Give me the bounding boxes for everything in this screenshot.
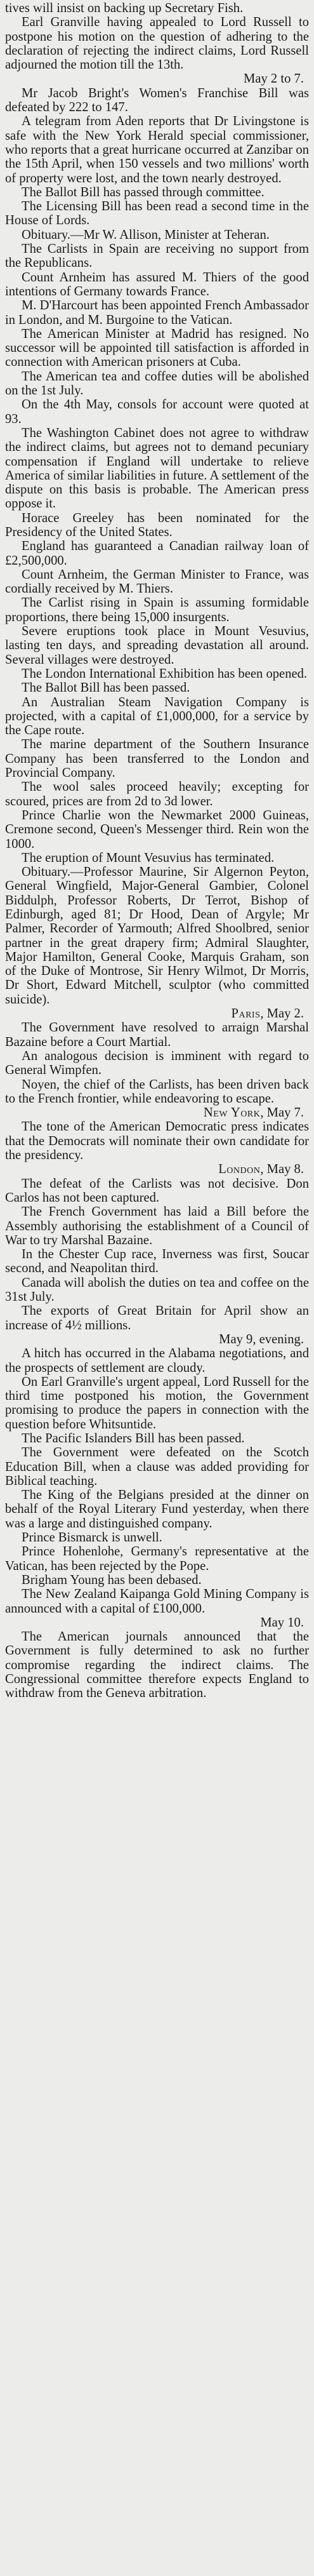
dateline-may-9-evening	[5, 1332, 309, 1346]
paragraph-45: The King of the Belgians presided at the dinner on behalf of the Royal Literary Fund yesterday, when there was a large and distinguished company.	[5, 1488, 309, 1531]
paragraph-44: The Government were defeated on the Scotch Education Bill, when a clause was added providing for Biblical teaching.	[5, 1446, 309, 1488]
dateline-date: May 7.	[266, 1106, 304, 1120]
paragraph-16: England has guaranteed a Canadian railway loan of £2,500,000.	[5, 539, 309, 568]
paragraph-39: The exports of Great Britain for April show an increase of 4½ millions.	[5, 1304, 309, 1332]
paragraph-3: Mr Jacob Bright's Women's Franchise Bill was defeated by 222 to 147.	[5, 86, 309, 115]
paragraph-46: Prince Bismarck is unwell.	[22, 1531, 162, 1545]
paragraph-30: An analogous decision is imminent with regard to General Wimpfen.	[5, 1049, 309, 1078]
paragraph-36: The French Government has laid a Bill before the Assembly authorising the establishment of a Council of War to try Marshal Bazaine.	[5, 1205, 309, 1247]
dateline-date: May 9, evening.	[219, 1332, 304, 1346]
paragraph-51: The American journals announced that the Government is fully determined to ask no further compromise regarding the indirect claims. The Congressional committee therefore expects England to withdraw from the Geneva arbitration.	[5, 1630, 309, 1701]
paragraph-10: M. D'Harcourt has been appointed French Ambassador in London, and M. Burgoine to the Vatican.	[5, 299, 309, 327]
dateline-place: Paris	[231, 1007, 261, 1021]
paragraph-31: Noyen, the chief of the Carlists, has been driven back to the French frontier, while endeavoring to escape.	[5, 1077, 309, 1106]
paragraph-35: The defeat of the Carlists was not decisive. Don Carlos has not been captured.	[5, 1176, 309, 1205]
paragraph-21: The Ballot Bill has been passed.	[22, 681, 190, 695]
paragraph-12: The American tea and coffee duties will be abolished on the 1st July.	[5, 369, 309, 398]
paragraph-24: The wool sales proceed heavily; excepting for scoured, prices are from 2d to 3d lower.	[5, 780, 309, 808]
paragraph-43: The Pacific Islanders Bill has been passed.	[22, 1431, 245, 1446]
paragraph-37: In the Chester Cup race, Inverness was first, Soucar second, and Neapolitan third.	[5, 1247, 309, 1276]
paragraph-27: Obituary.—Professor Maurine, Sir Algernon Peyton, General Wingfield, Major-General Gambier, Colonel Biddulph, Professor Roberts, Dr Terrot, Bishop of Edinburgh, aged 81; Dr Hood, Dean of Argyle; Mr Palmer, Recorder of Yarmouth; Alfred Shoolbred, senior partner in the great drapery firm; Admiral Slaughter, Major Hamilton, General Cooke, Marquis Graham, son of the Duke of Montrose, Sir Henry Wilmot, Dr Morris, Dr Short, Edward Mitchell, sculptor (who committed suicide).	[5, 865, 309, 1007]
paragraph-8: The Carlists in Spain are receiving no support from the Republicans.	[5, 242, 309, 271]
paragraph-47: Prince Hohenlohe, Germany's representative at the Vatican, has been rejected by the Pope.	[5, 1545, 309, 1573]
paragraph-26: The eruption of Mount Vesuvius has terminated.	[22, 850, 275, 865]
paragraph-22: An Australian Steam Navigation Company is projected, with a capital of £1,000,000, for a service by the Cape route.	[5, 695, 309, 738]
paragraph-25: Prince Charlie won the Newmarket 2000 Guineas, Cremone second, Queen's Messenger third. Rein won the 1000.	[5, 808, 309, 851]
dateline-date: May 10.	[260, 1615, 304, 1630]
paragraph-42: On Earl Granville's urgent appeal, Lord Russell for the third time postponed his motion, the Government promising to produce the papers in connection with the question before Whitsuntide.	[5, 1374, 309, 1432]
dateline-london: London, May 8.	[218, 1162, 304, 1177]
dateline-paris: Paris, May 2.	[231, 1007, 304, 1021]
paragraph-17: Count Arnheim, the German Minister to France, was cordially received by M. Thiers.	[5, 567, 309, 596]
paragraph-20: The London International Exhibition has been opened.	[22, 666, 308, 681]
paragraph-13: On the 4th May, consols for account were quoted at 93.	[5, 398, 309, 426]
paragraph-1: Earl Granville having appealed to Lord Russell to postpone his motion on the question of adhering to the declaration of rejecting the indirect claims, Lord Russell adjourned the motion till the 13th.	[5, 15, 309, 72]
paragraph-5: The Ballot Bill has passed through committee.	[22, 185, 265, 199]
paragraph-18: The Carlist rising in Spain is assuming formidable proportions, there being 15,000 insurgents.	[5, 596, 309, 624]
paragraph-33: The tone of the American Democratic press indicates that the Democrats will nominate their own candidate for the presidency.	[5, 1120, 309, 1163]
paragraph-4: A telegram from Aden reports that Dr Livingstone is safe with the New York Herald special commissioner, who reports that a great hurricane occurred at Zanzibar on the 15th April, when 150 vessels and two millions' worth of property were lost, and the town nearly destroyed.	[5, 114, 309, 185]
paragraph-6: The Licensing Bill has been read a second time in the House of Lords.	[5, 199, 309, 228]
paragraph-14: The Washington Cabinet does not agree to withdraw the indirect claims, but agrees not to demand pecuniary compensation if England will undertake to relieve America of similar liabilities in future. A settlement of the dispute on this basis is probable. The American press oppose it.	[5, 426, 309, 511]
paragraph-48: Brigham Young has been debased.	[22, 1573, 202, 1587]
paragraph-38: Canada will abolish the duties on tea and coffee on the 31st July.	[5, 1275, 309, 1305]
dateline-may-2-to-7	[5, 72, 309, 86]
dateline-date: May 2.	[266, 1007, 304, 1021]
paragraph-23: The marine department of the Southern Insurance Company has been transferred to the London and Provincial Company.	[5, 737, 309, 781]
dateline-place: London	[218, 1162, 261, 1177]
dateline-may-10	[5, 1616, 309, 1630]
dateline-new-york: New York, May 7.	[203, 1106, 304, 1120]
paragraph-19: Severe eruptions took place in Mount Vesuvius, lasting ten days, and spreading devastation all around. Several villages were destroyed.	[5, 624, 309, 667]
paragraph-29: The Government have resolved to arraign Marshal Bazaine before a Court Martial.	[5, 1021, 309, 1049]
paragraph-49: The New Zealand Kaipanga Gold Mining Company is announced with a capital of £100,000.	[5, 1587, 309, 1616]
dateline-date: May 8.	[266, 1162, 304, 1177]
dateline-date: May 2 to 7.	[244, 72, 304, 86]
paragraph-9: Count Arnheim has assured M. Thiers of the good intentions of Germany towards France.	[5, 270, 309, 299]
paragraph-0: tives will insist on backing up Secretary Fish.	[5, 1, 244, 15]
paragraph-11: The American Minister at Madrid has resigned. No successor will be appointed till satisfaction is afforded in connection with American prisoners at Cuba.	[5, 326, 309, 370]
paragraph-15: Horace Greeley has been nominated for the Presidency of the United States.	[5, 511, 309, 539]
paragraph-7: Obituary.—Mr W. Allison, Minister at Teheran.	[22, 227, 270, 242]
dateline-place: New York	[203, 1106, 261, 1120]
paragraph-41: A hitch has occurred in the Alabama negotiations, and the prospects of settlement are cloudy.	[5, 1346, 309, 1375]
